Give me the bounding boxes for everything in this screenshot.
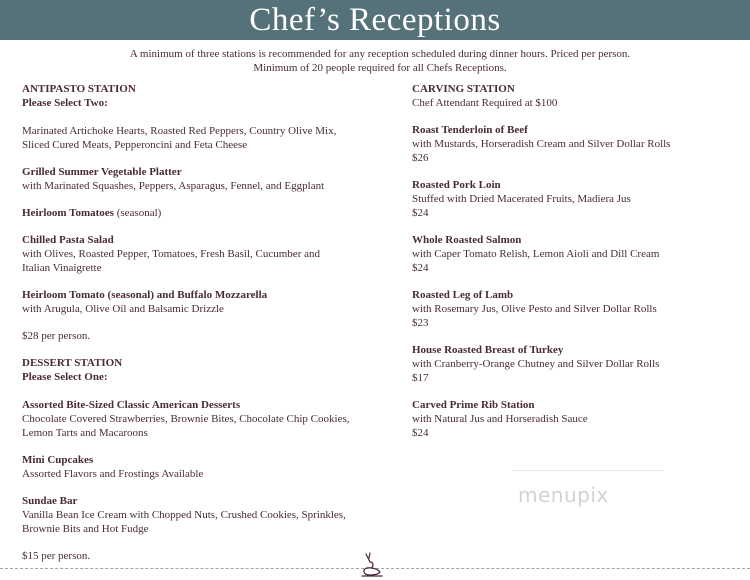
menu-item-desc: with Mustards, Horseradish Cream and Silver Dollar Rolls — [412, 138, 671, 150]
menu-item-desc: Vanilla Bean Ice Cream with Chopped Nuts, Crushed Cookies, Sprinkles, — [22, 509, 346, 521]
deer-icon — [356, 550, 386, 578]
menu-item-name: Assorted Bite-Sized Classic American Desserts — [22, 399, 241, 411]
menu-item-desc: Chocolate Covered Strawberries, Brownie Bites, Chocolate Chip Cookies, — [22, 413, 350, 425]
menu-item-desc: with Marinated Squashes, Peppers, Asparagus, Fennel, and Eggplant — [22, 180, 325, 192]
menu-item-price: $26 — [412, 152, 429, 164]
menu-item — [22, 206, 382, 220]
page-title: Chef’s Receptions — [249, 1, 501, 38]
menu-item — [412, 343, 742, 385]
watermark-logo: menupix — [518, 483, 609, 507]
intro-text — [0, 47, 750, 75]
antipasto-title: ANTIPASTO STATION — [22, 83, 136, 95]
menu-item-desc: Italian Vinaigrette — [22, 262, 102, 274]
menu-item-desc: Brownie Bits and Hot Fudge — [22, 523, 149, 535]
menu-item-desc: with Olives, Roasted Pepper, Tomatoes, Fresh Basil, Cucumber and — [22, 248, 320, 260]
menu-item-desc: with Rosemary Jus, Olive Pesto and Silver Dollar Rolls — [412, 303, 657, 315]
menu-item-desc: Marinated Artichoke Hearts, Roasted Red Peppers, Country Olive Mix, — [22, 125, 337, 137]
dessert-subtitle: Please Select One: — [22, 371, 108, 383]
menu-item-desc: Sliced Cured Meats, Pepperoncini and Feta Cheese — [22, 139, 248, 151]
menu-item-price: $24 — [412, 262, 429, 274]
right-column — [412, 82, 742, 453]
menu-item-note: (seasonal) — [113, 207, 162, 219]
antipasto-section — [22, 82, 382, 343]
menu-item-name: Whole Roasted Salmon — [412, 234, 522, 246]
menu-item-desc: with Natural Jus and Horseradish Sauce — [412, 413, 588, 425]
carving-section — [412, 82, 742, 440]
menu-item — [22, 233, 382, 275]
menu-item-price: $24 — [412, 427, 429, 439]
menu-item-name: Roasted Leg of Lamb — [412, 289, 514, 301]
dessert-price: $15 per person. — [22, 550, 91, 562]
menu-item — [412, 288, 742, 330]
intro-line-1: A minimum of three stations is recommended for any reception scheduled during dinner hours. Priced per person. — [129, 48, 631, 60]
menu-item-name: Grilled Summer Vegetable Platter — [22, 166, 182, 178]
menu-item-desc: with Caper Tomato Relish, Lemon Aioli and Dill Cream — [412, 248, 660, 260]
menu-item-name: Carved Prime Rib Station — [412, 399, 535, 411]
menu-item — [22, 494, 382, 536]
menu-item-desc: Lemon Tarts and Macaroons — [22, 427, 148, 439]
menu-item-desc: with Arugula, Olive Oil and Balsamic Drizzle — [22, 303, 224, 315]
page-header — [0, 0, 750, 40]
intro-line-2: Minimum of 20 people required for all Chefs Receptions. — [253, 62, 507, 74]
menu-item-price: $23 — [412, 317, 429, 329]
menu-item-desc: with Cranberry-Orange Chutney and Silver Dollar Rolls — [412, 358, 660, 370]
menu-item — [22, 124, 382, 152]
menu-item — [22, 288, 382, 316]
menu-item — [412, 178, 742, 220]
menu-item — [412, 123, 742, 165]
menu-item — [22, 453, 382, 481]
menu-item-price: $17 — [412, 372, 429, 384]
menu-item-name: Sundae Bar — [22, 495, 78, 507]
menu-item — [412, 398, 742, 440]
carving-title: CARVING STATION — [412, 83, 515, 95]
menu-item-desc: Stuffed with Dried Macerated Fruits, Madiera Jus — [412, 193, 631, 205]
menu-item-name: Mini Cupcakes — [22, 454, 94, 466]
antipasto-price: $28 per person. — [22, 330, 91, 342]
menu-item-name: Roasted Pork Loin — [412, 179, 501, 191]
dessert-title: DESSERT STATION — [22, 357, 123, 369]
carving-subtitle: Chef Attendant Required at $100 — [412, 97, 558, 109]
dessert-section — [22, 356, 382, 563]
menu-item-name: House Roasted Breast of Turkey — [412, 344, 564, 356]
menu-item — [22, 398, 382, 440]
menu-item-name: Heirloom Tomato (seasonal) and Buffalo Mozzarella — [22, 289, 268, 301]
menu-item-name: Chilled Pasta Salad — [22, 234, 114, 246]
menu-item-price: $24 — [412, 207, 429, 219]
menu-item — [22, 165, 382, 193]
left-column — [22, 82, 382, 563]
menu-item — [412, 233, 742, 275]
menu-item-desc: Assorted Flavors and Frostings Available — [22, 468, 204, 480]
menu-item-name: Roast Tenderloin of Beef — [412, 124, 528, 136]
menu-item-name: Heirloom Tomatoes — [22, 207, 114, 219]
antipasto-subtitle: Please Select Two: — [22, 97, 108, 109]
